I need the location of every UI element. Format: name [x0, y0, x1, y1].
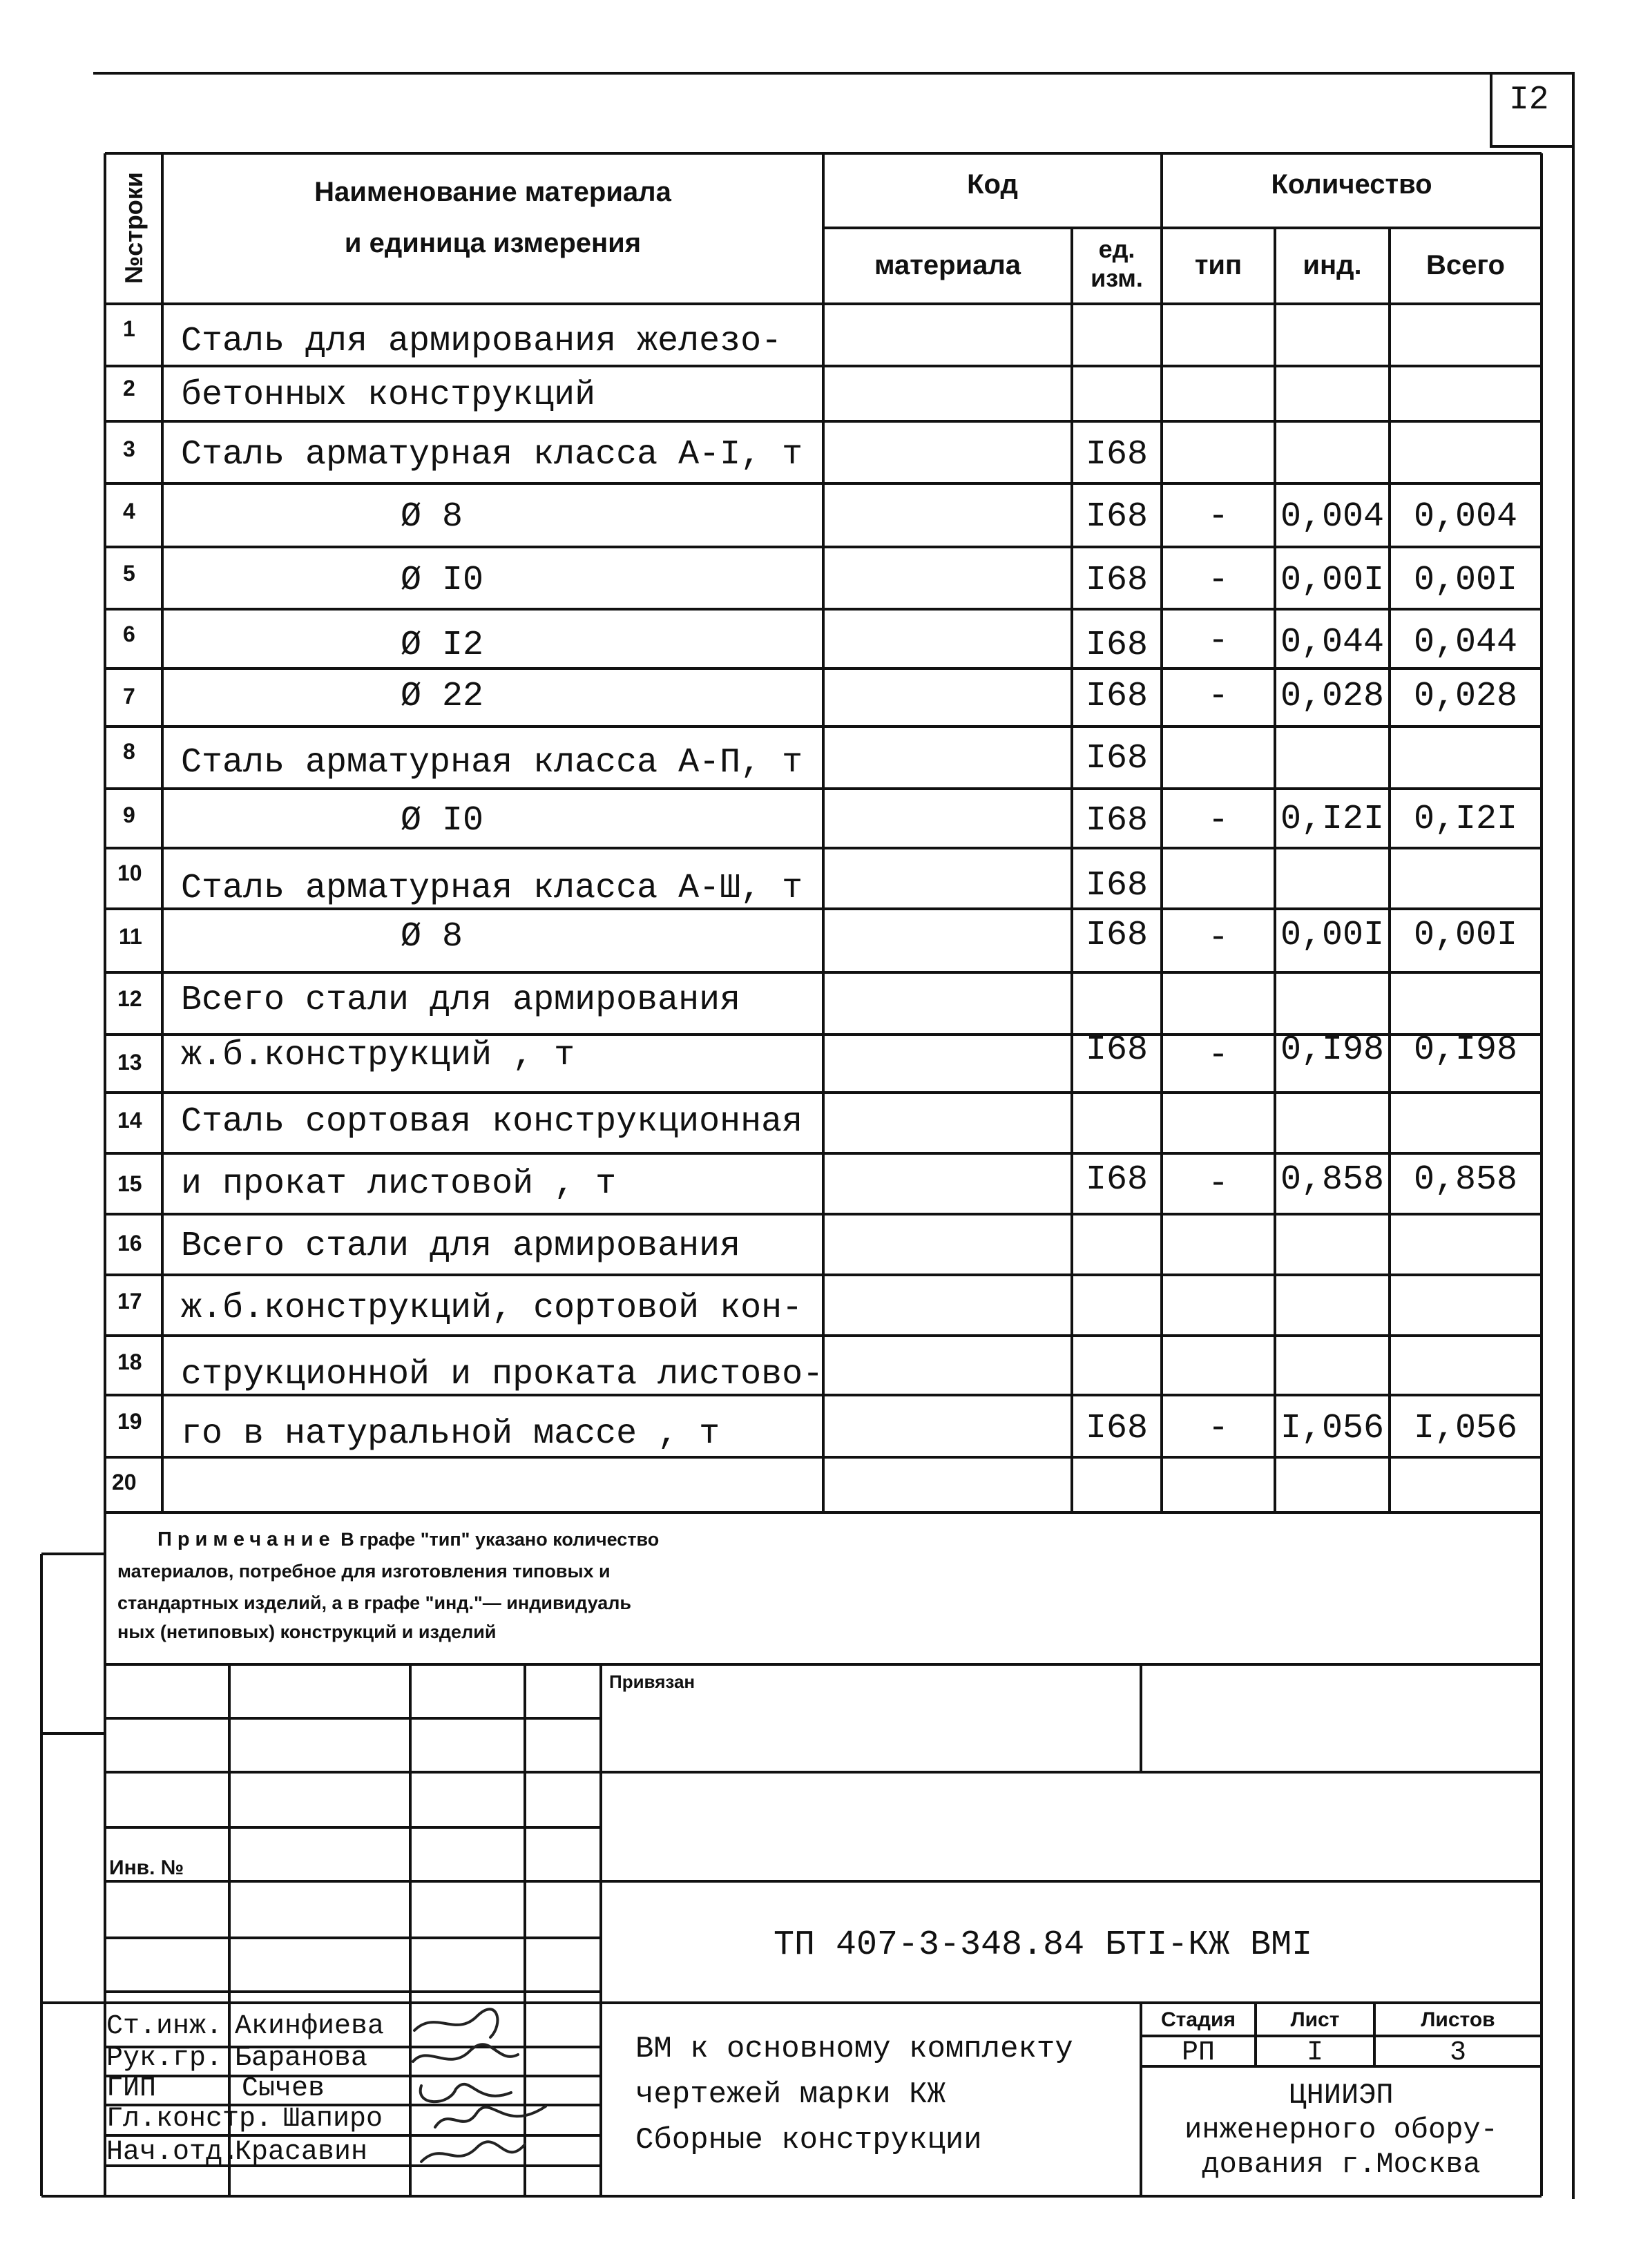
material-name: ж.б.конструкций , т — [181, 1036, 575, 1075]
ind-qty: 0,I98 — [1280, 1030, 1385, 1070]
row-number: 18 — [117, 1349, 142, 1374]
signer-name: Сычев — [242, 2073, 325, 2104]
material-name: ж.б.конструкций, сортовой кон- — [181, 1289, 803, 1328]
total-qty: 0,858 — [1413, 1160, 1518, 1200]
note-line-2: материалов, потребное для изготовления типовых и — [117, 1561, 611, 1582]
row-number: 12 — [117, 986, 142, 1011]
stage-value: РП — [1181, 2037, 1215, 2068]
total-qty: 0,004 — [1413, 497, 1518, 537]
total-qty: 0,00I — [1413, 561, 1518, 600]
signer-name: Красавин — [235, 2137, 368, 2168]
row-number: 20 — [112, 1470, 137, 1495]
sheet-description-line3: Сборные конструкции — [635, 2123, 982, 2158]
signer-role: Ст.инж. — [106, 2011, 223, 2042]
total-qty: 0,I98 — [1413, 1030, 1518, 1070]
document-code: ТП 407-3-348.84 БТI-КЖ ВМI — [774, 1925, 1313, 1965]
sheets-label: Листов — [1421, 2008, 1495, 2031]
type-header: тип — [1194, 250, 1242, 280]
ind-qty: I,056 — [1280, 1409, 1385, 1448]
material-name: Всего стали для армирования — [181, 1227, 741, 1266]
quantity-header: Количество — [1271, 169, 1432, 200]
row-number: 19 — [117, 1409, 142, 1434]
type-qty: - — [1207, 919, 1229, 958]
unit-code: I68 — [1085, 739, 1148, 778]
signer-role: ГИП — [106, 2073, 157, 2104]
organization-line2: инженерного обору- — [1184, 2113, 1498, 2146]
privyazan-label: Привязан — [609, 1671, 695, 1692]
note-label: Примечание — [157, 1528, 336, 1550]
material-name: Ø 8 — [401, 497, 463, 537]
row-number: 8 — [123, 739, 135, 764]
row-number: 6 — [123, 622, 135, 646]
row-number: 14 — [117, 1108, 142, 1133]
signatures-graphic — [407, 2003, 587, 2196]
type-qty: - — [1207, 561, 1229, 600]
type-qty: - — [1207, 677, 1229, 716]
material-name: Сталь сортовая конструкционная — [181, 1102, 803, 1142]
total-qty: 0,028 — [1413, 677, 1518, 716]
row-number: 4 — [123, 499, 135, 523]
signer-role: Гл.констр. — [106, 2104, 273, 2135]
type-qty: - — [1207, 1164, 1229, 1204]
row-number: 15 — [117, 1171, 142, 1196]
signer-name: Акинфиева — [235, 2011, 385, 2042]
stage-label: Стадия — [1160, 2008, 1236, 2031]
total-header: Всего — [1426, 250, 1505, 280]
unit-code: I68 — [1085, 677, 1148, 716]
signature-1 — [414, 2009, 497, 2037]
sheet-label: Лист — [1290, 2008, 1340, 2031]
type-qty: - — [1207, 622, 1229, 661]
row-number: 9 — [123, 803, 135, 827]
row-number: 3 — [123, 436, 135, 461]
organization-line3: дования г.Москва — [1202, 2148, 1481, 2181]
row-number: 2 — [123, 376, 135, 401]
row-number-header: №строки — [119, 172, 148, 284]
row-number: 10 — [117, 861, 142, 885]
row-number: 11 — [119, 924, 142, 949]
signer-role: Рук.гр. — [106, 2043, 223, 2074]
material-name: Сталь арматурная класса А-I, т — [181, 435, 803, 474]
row-number: 7 — [123, 684, 135, 709]
total-qty: 0,044 — [1413, 623, 1518, 662]
type-qty: - — [1207, 1409, 1229, 1448]
ind-header: инд. — [1303, 250, 1362, 280]
material-code-header: материала — [874, 250, 1021, 280]
material-name: бетонных конструкций — [181, 376, 596, 415]
material-name: Сталь арматурная класса А-Ш, т — [181, 869, 803, 908]
material-name: Сталь для армирования железо- — [181, 322, 783, 361]
ind-qty: 0,00I — [1280, 561, 1385, 600]
type-qty: - — [1207, 1036, 1229, 1075]
note-line-4: ных (нетиповых) конструкций и изделий — [117, 1622, 497, 1642]
name-header-line2: и единица измерения — [344, 228, 642, 258]
sheet-description-line1: ВМ к основному комплекту — [635, 2032, 1073, 2066]
name-header-line1: Наименование материала — [314, 177, 671, 207]
type-qty: - — [1207, 801, 1229, 840]
sheets-value: 3 — [1449, 2037, 1466, 2068]
material-name: Сталь арматурная класса А-П, т — [181, 743, 803, 782]
unit-code: I68 — [1085, 626, 1148, 665]
ind-qty: 0,00I — [1280, 916, 1385, 955]
unit-code: I68 — [1085, 801, 1148, 840]
signature-4 — [435, 2106, 546, 2127]
signer-role: Нач.отд. — [106, 2137, 240, 2168]
total-qty: 0,I2I — [1413, 800, 1518, 839]
unit-code: I68 — [1085, 561, 1148, 600]
row-number: 1 — [123, 316, 135, 341]
sheet-description-line2: чертежей марки КЖ — [635, 2077, 945, 2112]
code-header: Код — [967, 169, 1018, 200]
sheet-value: I — [1306, 2037, 1323, 2068]
signature-5 — [421, 2142, 525, 2162]
material-name: струкционной и проката листово- — [181, 1355, 824, 1394]
ind-qty: 0,I2I — [1280, 800, 1385, 839]
organization-line1: ЦНИИЭП — [1289, 2079, 1394, 2112]
ind-qty: 0,044 — [1280, 623, 1385, 662]
total-qty: I,056 — [1413, 1409, 1518, 1448]
ind-qty: 0,028 — [1280, 677, 1385, 716]
material-name: и прокат листовой , т — [181, 1164, 617, 1204]
row-number: 17 — [117, 1289, 142, 1314]
material-name: Ø I0 — [401, 801, 484, 840]
signer-name: Шапиро — [283, 2104, 383, 2135]
material-name: Ø 8 — [401, 917, 463, 957]
page-number: I2 — [1509, 81, 1549, 119]
note-text: В графе "тип" указано количество — [340, 1529, 660, 1550]
material-name: Ø I2 — [401, 626, 484, 665]
unit-code: I68 — [1085, 1160, 1148, 1200]
material-name: го в натуральной массе , т — [181, 1414, 720, 1454]
total-qty: 0,00I — [1413, 916, 1518, 955]
unit-header-line2: изм. — [1091, 264, 1143, 292]
material-name: Всего стали для армирования — [181, 981, 741, 1020]
ind-qty: 0,004 — [1280, 497, 1385, 537]
signer-name: Баранова — [235, 2043, 368, 2074]
signature-3 — [421, 2084, 511, 2102]
row-number: 13 — [117, 1050, 142, 1075]
ind-qty: 0,858 — [1280, 1160, 1385, 1200]
unit-code: I68 — [1085, 435, 1148, 474]
unit-header-line1: ед. — [1098, 235, 1135, 263]
unit-code: I68 — [1085, 1409, 1148, 1448]
unit-code: I68 — [1085, 1030, 1148, 1070]
unit-code: I68 — [1085, 866, 1148, 905]
inventory-number-label: Инв. № — [109, 1856, 184, 1879]
material-name: Ø 22 — [401, 677, 484, 716]
note-line-3: стандартных изделий, а в графе "инд."— индивидуаль — [117, 1593, 632, 1613]
unit-code: I68 — [1085, 916, 1148, 955]
unit-code: I68 — [1085, 497, 1148, 537]
material-name: Ø I0 — [401, 561, 484, 600]
type-qty: - — [1207, 497, 1229, 537]
row-number: 5 — [123, 561, 135, 586]
signature-2 — [413, 2044, 518, 2062]
row-number: 16 — [117, 1231, 142, 1256]
